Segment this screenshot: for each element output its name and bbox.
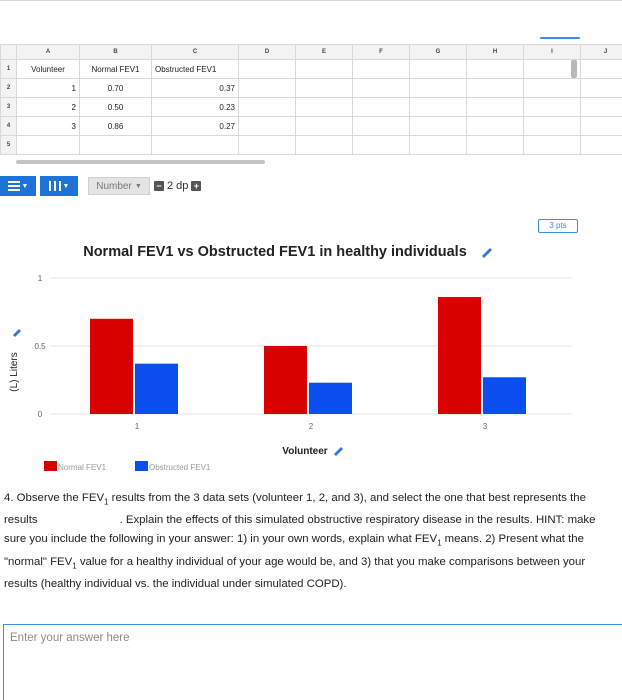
cell[interactable]: [524, 136, 581, 155]
chevron-down-icon: ▼: [21, 182, 29, 190]
increase-decimals-button[interactable]: +: [191, 181, 201, 191]
cell[interactable]: [353, 136, 410, 155]
cell-a3[interactable]: 2: [17, 98, 80, 117]
cell[interactable]: [467, 79, 524, 98]
y-tick-label: 0: [37, 410, 43, 419]
question-part-3: . Explain the effects of this simulated obstructive respiratory disease in the results. HINT: make sure you include the following in your answer: 1) in your own words, explain what FEV: [4, 514, 596, 546]
points-badge: 3 pts: [538, 219, 578, 233]
data-spreadsheet: [0, 44, 622, 155]
bar-obstructed-fev1-2: [309, 383, 352, 414]
y-axis-edit-icon[interactable]: [13, 329, 21, 337]
row-number[interactable]: 2: [1, 79, 17, 98]
cell[interactable]: [239, 117, 296, 136]
vertical-scrollbar[interactable]: [571, 60, 577, 78]
x-axis-label: Volunteer: [282, 446, 328, 457]
column-header-b[interactable]: B: [80, 45, 152, 60]
y-tick-label: 0.5: [34, 342, 46, 351]
cell[interactable]: [581, 60, 622, 79]
cell-b3[interactable]: 0.50: [80, 98, 152, 117]
cell[interactable]: [524, 79, 581, 98]
number-format-label: Number: [96, 180, 132, 192]
cell[interactable]: [152, 136, 239, 155]
legend-normal-label: Normal FEV1: [58, 463, 107, 472]
decimal-places-control: [154, 180, 201, 192]
cell[interactable]: [296, 98, 353, 117]
fev1-bar-chart: [0, 232, 622, 482]
table-row: [1, 79, 622, 98]
column-header-j[interactable]: J: [581, 45, 622, 60]
cell[interactable]: [353, 98, 410, 117]
chart-title: Normal FEV1 vs Obstructed FEV1 in healthy individuals: [83, 244, 467, 260]
cell[interactable]: [467, 60, 524, 79]
cell[interactable]: [239, 136, 296, 155]
question-number: 4.: [4, 492, 14, 504]
cell[interactable]: [410, 136, 467, 155]
bar-normal-fev1-1: [90, 319, 133, 414]
cell[interactable]: [296, 79, 353, 98]
fev-subscript-1: 1: [104, 497, 109, 507]
cell[interactable]: [353, 60, 410, 79]
column-header-f[interactable]: F: [353, 45, 410, 60]
cell-b1[interactable]: Normal FEV1: [80, 60, 152, 79]
cell[interactable]: [524, 98, 581, 117]
cell[interactable]: [296, 117, 353, 136]
cell-c1[interactable]: Obstructed FEV1: [152, 60, 239, 79]
bar-normal-fev1-2: [264, 346, 307, 414]
question-part-1: Observe the FEV: [16, 492, 105, 504]
columns-menu-button[interactable]: [40, 176, 78, 196]
fev-subscript-3: 1: [72, 560, 77, 570]
top-accent-line: [540, 37, 580, 39]
x-axis-edit-icon[interactable]: [334, 447, 343, 456]
legend-normal-swatch: [44, 461, 57, 471]
cell[interactable]: [353, 79, 410, 98]
question-part-2: results from the 3 data sets (volunteer 1, 2, and 3), and select the one that best represents the results: [4, 492, 586, 527]
cell[interactable]: [239, 79, 296, 98]
y-tick-label: 1: [37, 274, 43, 283]
cell[interactable]: [296, 60, 353, 79]
cell[interactable]: [239, 60, 296, 79]
cell[interactable]: [581, 79, 622, 98]
question-text: [4, 489, 618, 594]
bar-normal-fev1-3: [438, 297, 481, 414]
column-header-e[interactable]: E: [296, 45, 353, 60]
cell[interactable]: [410, 60, 467, 79]
cell[interactable]: [581, 98, 622, 117]
chevron-down-icon: ▼: [62, 182, 70, 190]
corner-cell[interactable]: [1, 45, 17, 60]
x-tick-label: 3: [482, 422, 488, 431]
cell[interactable]: [17, 136, 80, 155]
cell-b2[interactable]: 0.70: [80, 79, 152, 98]
cell[interactable]: [467, 136, 524, 155]
cell-c3[interactable]: 0.23: [152, 98, 239, 117]
x-tick-label: 1: [134, 422, 140, 431]
answer-textarea[interactable]: [3, 624, 622, 700]
cell[interactable]: [524, 117, 581, 136]
bar-obstructed-fev1-1: [135, 364, 178, 414]
cell-c2[interactable]: 0.37: [152, 79, 239, 98]
question-part-4: means. 2) Present what the "normal" FEV: [4, 533, 584, 568]
decimal-places-label: 2 dp: [167, 180, 189, 192]
column-header-i[interactable]: I: [524, 45, 581, 60]
cell[interactable]: [410, 98, 467, 117]
column-header-d[interactable]: D: [239, 45, 296, 60]
question-part-5: value for a healthy individual of your age would be, and 3) that you make comparisons between your results (healthy individual vs. the individual under simulated COPD).: [4, 555, 586, 590]
column-header-row: [1, 45, 622, 60]
rows-icon: [8, 181, 20, 191]
horizontal-scrollbar[interactable]: [16, 160, 265, 164]
table-row: [1, 98, 622, 117]
bar-obstructed-fev1-3: [483, 377, 526, 414]
column-header-a[interactable]: A: [17, 45, 80, 60]
table-row: [1, 117, 622, 136]
cell[interactable]: [467, 117, 524, 136]
cell[interactable]: [80, 136, 152, 155]
cell-c4[interactable]: 0.27: [152, 117, 239, 136]
x-tick-label: 2: [308, 422, 314, 431]
row-number[interactable]: 4: [1, 117, 17, 136]
table-row: [1, 60, 622, 79]
column-header-c[interactable]: C: [152, 45, 239, 60]
cell[interactable]: [467, 98, 524, 117]
cell-a1[interactable]: Volunteer: [17, 60, 80, 79]
row-number[interactable]: 5: [1, 136, 17, 155]
cell-a2[interactable]: 1: [17, 79, 80, 98]
cell-b4[interactable]: 0.86: [80, 117, 152, 136]
cell[interactable]: [353, 117, 410, 136]
cell[interactable]: [410, 117, 467, 136]
cell[interactable]: [239, 98, 296, 117]
number-format-dropdown[interactable]: [88, 177, 150, 195]
column-header-g[interactable]: G: [410, 45, 467, 60]
cell[interactable]: [581, 117, 622, 136]
fev-subscript-2: 1: [437, 538, 442, 548]
rows-menu-button[interactable]: [0, 176, 36, 196]
legend-obstructed-swatch: [135, 461, 148, 471]
cell[interactable]: [410, 79, 467, 98]
cell[interactable]: [581, 136, 622, 155]
columns-icon: [49, 181, 61, 191]
table-row: [1, 136, 622, 155]
decrease-decimals-button[interactable]: −: [154, 181, 164, 191]
cell-a4[interactable]: 3: [17, 117, 80, 136]
y-axis-label: (L) Liters: [9, 352, 20, 392]
column-header-h[interactable]: H: [467, 45, 524, 60]
legend-obstructed-label: Obstructed FEV1: [149, 463, 211, 472]
top-divider: [0, 0, 622, 1]
spreadsheet-toolbar: [0, 176, 201, 196]
row-number[interactable]: 3: [1, 98, 17, 117]
cell[interactable]: [296, 136, 353, 155]
chevron-down-icon: ▼: [134, 182, 142, 190]
row-number[interactable]: 1: [1, 60, 17, 79]
title-edit-icon[interactable]: [482, 248, 492, 258]
